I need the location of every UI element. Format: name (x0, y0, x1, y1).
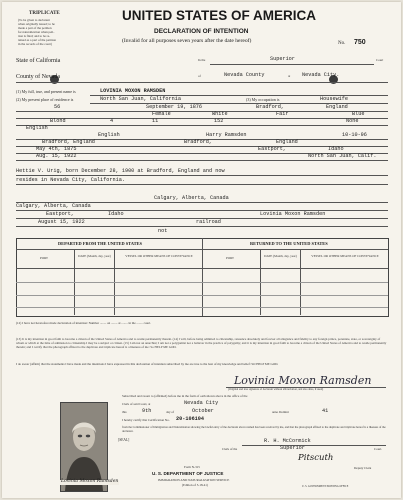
table-row-rule (16, 282, 388, 283)
column-date: DATE (Month, day, year) (264, 254, 297, 258)
venue-in-the: In the (198, 58, 206, 62)
name-label: (1) My full, true, and present name is (16, 89, 76, 94)
height-ft-value: 4 (110, 118, 114, 124)
last-foreign-residence-value: Calgary, Alberta, Canada (154, 195, 229, 201)
table-row-rule (16, 307, 388, 308)
height-in-value: 11 (152, 118, 159, 124)
declarant-name: LOVINIA MOXON RAMSDEN (100, 88, 166, 94)
signature-caption: (Original and true signature of declarant without abbreviation, and also alias, if used) (228, 388, 324, 391)
clerk-court: Superior (280, 445, 305, 451)
certification-text: I hereby certify that Certification No. (122, 418, 170, 422)
form-number: Form N-315 (184, 465, 200, 469)
venue-court-location: Nevada County (224, 72, 265, 78)
service-name: IMMIGRATION AND NATURALIZATION SERVICE (158, 478, 230, 482)
form-rule (16, 160, 388, 161)
venue-court: Superior (270, 56, 295, 62)
spouse-birth-country-value: England (276, 139, 298, 145)
prior-declaration-para: (12) I have not heretofore made declaration of intention: Number ........ on ........ at ........ in the ........ court. (16, 321, 151, 325)
deputy-label: Deputy Clerk (354, 466, 372, 470)
entry-vessel-value: railroad (196, 219, 221, 225)
birth-country-value: England (326, 104, 348, 110)
document-title: UNITED STATES OF AMERICA (122, 8, 316, 23)
declarant-signature: Lovinia Moxon Ramsden (234, 374, 372, 387)
column-vessel: VESSEL OR OTHER MEANS OF CONVEYANCE (125, 254, 193, 258)
spouse-entry-date-value: Aug. 15, 1922 (36, 153, 77, 159)
document-subtitle: DECLARATION OF INTENTION (154, 28, 249, 35)
birth-date-value: September 19, 1876 (146, 104, 203, 110)
complexion-value: Fair (276, 111, 289, 117)
venue-city: Nevada City. (302, 72, 340, 78)
sworn-day: 9th (142, 408, 152, 414)
clerk-name: R. H. McCormick (264, 438, 311, 444)
spouse-entry-state-value: Idaho (328, 146, 344, 152)
form-rule (16, 118, 388, 119)
department-name: U. S. DEPARTMENT OF JUSTICE (152, 471, 224, 476)
print-note: U. S. GOVERNMENT PRINTING OFFICE (302, 485, 349, 488)
race-value: English (26, 125, 48, 131)
absence-word: not (158, 228, 168, 234)
certification-number: 20-106104 (176, 416, 205, 422)
occupation-value: Housewife (320, 96, 349, 102)
table-row-rule (16, 295, 388, 296)
marks-value: None (346, 118, 359, 124)
clerk-rule (242, 445, 386, 446)
validity-note: (Invalid for all purposes seven years after the date hereof) (122, 38, 252, 44)
sworn-text: Subscribed and sworn to (affirmed) before me in the form of oath shown above in the office of the (122, 394, 248, 398)
copy-note-line: tained as a part of the petition (18, 38, 56, 42)
residence-label: (2) My present place of residence is (16, 97, 74, 102)
departed-heading: DEPARTED FROM THE UNITED STATES (58, 241, 142, 246)
children-line: Hettie V. Urig, born December 28, 1900 at Bradford, England and now (16, 168, 225, 174)
sworn-year: 41 (322, 408, 329, 414)
form-rule (16, 125, 388, 126)
form-rule (16, 175, 388, 176)
returned-heading: RETURNED TO THE UNITED STATES (250, 241, 328, 246)
venue-state: State of California (16, 58, 61, 64)
deputy-signature: Pitscuth (298, 453, 334, 463)
copy-note-line: tion is filed; and to be re- (18, 34, 51, 38)
sworn-month: October (192, 408, 214, 414)
venue-court-suffix: Court (376, 58, 384, 62)
form-rule (16, 111, 388, 112)
children-line: resides in Nevada City, California. (16, 177, 125, 183)
portrait-image (61, 403, 107, 491)
weight-value: 152 (214, 118, 224, 124)
venue-rule (210, 64, 374, 65)
birth-place-value: Bradford, (256, 104, 285, 110)
venue-at: at (288, 74, 291, 78)
venue-rule (16, 82, 388, 83)
column-date: DATE (Month, day, year) (78, 254, 111, 258)
nationality-value: English (98, 132, 120, 138)
clerk-label: Clerk of the (222, 447, 238, 451)
emigrated-from-value: Calgary, Alberta, Canada (16, 203, 91, 209)
photo-signature: Lovinia Moxon Ramsden (61, 479, 119, 484)
column-port: PORT (226, 256, 234, 260)
marriage-date-value: 10-10-96 (342, 132, 367, 138)
color-value: White (212, 111, 228, 117)
marriage-place-value: Bradford, England (42, 139, 95, 145)
copy-note-line: for naturalization when peti- (18, 30, 55, 34)
age-value: 56 (54, 104, 61, 110)
lawful-entry-name-value: Lovinia Moxon Ramsden (260, 211, 326, 217)
column-vessel: VESSEL OR OTHER MEANS OF CONVEYANCE (311, 254, 379, 258)
copy-note-line: in the records of the court) (18, 42, 52, 46)
oath-paragraph: (13) It is my intention in good faith to become a citizen of the United States of America and to reside permanently therein. (14) I will, before being admitted to citizenship, renounce absolutely and forever all allegiance and fidelity to any foreign prince, potentate, state, or sovereignty of whom or which at the time of admission to citizenship I may be a subject or citizen. (15) I am not an anarchist; I am not a polygamist nor a believer in the practice of polygamy; and it is my intention in good faith to become a citizen of the United States of America and to reside permanently therein; and I certify that the photograph affixed to the duplicate and triplicate hereof is a likeness of me: So HELP ME GOD. (16, 337, 387, 350)
spouse-entry-port-value: Eastport, (258, 146, 287, 152)
copy-label: TRIPLICATE (29, 11, 60, 16)
sex-value: Female (152, 111, 171, 117)
seal-label: [SEAL] (118, 438, 130, 442)
eyes-value: Blue (352, 111, 365, 117)
declaration-document (2, 2, 401, 498)
form-rule (16, 184, 388, 185)
entry-port-value: Eastport, (46, 211, 75, 217)
entry-state-value: Idaho (108, 211, 124, 217)
declaration-number: 750 (354, 39, 366, 46)
spouse-birth-date-value: May 4th, 1875 (36, 146, 77, 152)
anno-label: anno Domini (272, 410, 289, 414)
occupation-label: (3) My occupation is (246, 97, 280, 102)
copy-note-line: made a part of the petition (18, 26, 52, 30)
form-edition: (Edition of 5-18-41) (182, 483, 208, 487)
affirmation-paragraph: I do swear (affirm) that the statements I have made and the intentions I have expressed in this declaration of intention subscribed by me are true to the best of my knowledge and belief: SO HELP ME GOD. (16, 362, 279, 366)
spouse-residence-value: North San Juan, Calif. (308, 153, 377, 159)
residence-value: North San Juan, California (100, 96, 181, 102)
clerk-of-label: Clerk of said Court, at (122, 402, 151, 406)
clerk-city: Nevada City (184, 400, 219, 406)
form-rule (16, 226, 388, 227)
hair-value: Blond (50, 118, 66, 124)
venue-county: County of Nevada (16, 74, 60, 80)
day-of-label: day of (166, 410, 175, 414)
table-rule (16, 268, 388, 269)
copy-note-line: (To be given to declarant (18, 18, 50, 22)
venue-of: of (198, 74, 201, 78)
spouse-born-at-value: Bradford, (184, 139, 213, 145)
entry-date-value: August 15, 1922 (38, 219, 85, 225)
number-label: No. (338, 41, 346, 46)
spouse-value: Harry Ramsden (206, 132, 247, 138)
certification-rest: from the Commissioner of Immigration and Naturalization showing the lawful entry of the declarant above named has been received by me, and that the photograph affixed to the duplicate and triplicate hereof is a likeness of the declarant. (122, 425, 386, 433)
day-label: this (122, 410, 127, 414)
table-rule (16, 249, 388, 250)
column-port: PORT (40, 256, 48, 260)
court-label: Court. (374, 447, 383, 451)
copy-note-line: when originally issued; to be (18, 22, 55, 26)
